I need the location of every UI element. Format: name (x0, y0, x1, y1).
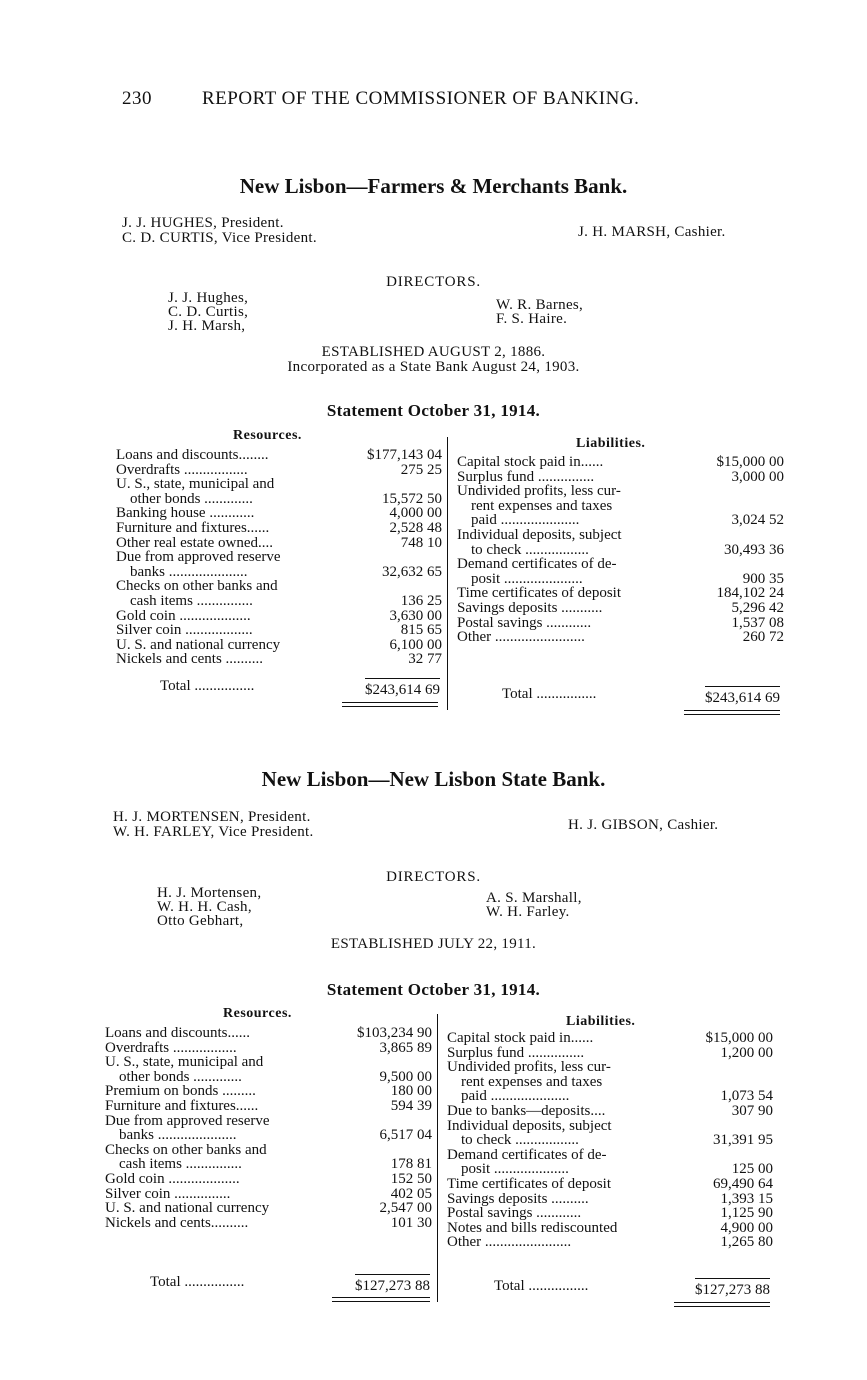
item-amount: 2,528 48 (389, 519, 442, 536)
item-label: Undivided profits, less cur- (447, 1060, 611, 1075)
item-label: other bonds ............. (130, 491, 253, 507)
resources-total-row (160, 678, 440, 699)
item-amount: 402 05 (390, 1185, 432, 1202)
item-label: Other ....................... (447, 1235, 572, 1250)
liability-row (447, 1031, 773, 1046)
item-amount: 275 25 (400, 461, 442, 478)
liability-row (457, 499, 784, 514)
liability-row (447, 1235, 773, 1250)
resource-row (105, 1143, 432, 1158)
liability-row (447, 1060, 773, 1075)
item-amount: 5,296 42 (731, 599, 784, 616)
item-amount: 69,490 64 (713, 1175, 773, 1192)
statement-title: Statement October 31, 1914. (326, 980, 541, 999)
item-label: Demand certificates of de- (447, 1147, 607, 1163)
item-label: Undivided profits, less cur- (457, 484, 621, 499)
item-label: U. S., state, municipal and (105, 1055, 264, 1070)
resource-row (105, 1157, 432, 1172)
item-label: Gold coin ................... (105, 1171, 240, 1187)
item-amount: 594 39 (390, 1097, 432, 1114)
resources-total-row (150, 1274, 430, 1295)
column-divider (437, 1014, 438, 1302)
item-label: Savings deposits ........... (457, 600, 603, 616)
item-amount: 32 77 (408, 651, 442, 668)
item-label: Premium on bonds ......... (105, 1084, 256, 1099)
item-amount: 6,100 00 (389, 636, 442, 653)
item-amount: 136 25 (400, 592, 442, 609)
director: J. H. Marsh, (168, 318, 246, 334)
liabilities-heading: Liabilities. (566, 1014, 636, 1029)
president: J. J. HUGHES, President. (122, 215, 284, 231)
item-label: banks ..................... (130, 564, 248, 580)
item-label: cash items ............... (119, 1157, 242, 1172)
item-amount: $103,234 90 (357, 1025, 432, 1041)
liability-row (447, 1046, 773, 1061)
liabilities-heading: Liabilities. (576, 436, 646, 451)
item-amount: 15,572 50 (382, 490, 442, 507)
item-label: Other ........................ (457, 630, 585, 645)
item-amount: 3,024 52 (731, 512, 784, 529)
item-amount: 152 50 (390, 1170, 432, 1187)
item-label: cash items ............... (130, 593, 253, 609)
liability-row (447, 1133, 773, 1148)
liabilities-list (447, 1031, 773, 1250)
liability-row (447, 1104, 773, 1119)
item-label: U. S., state, municipal and (116, 477, 275, 492)
item-label: Time certificates of deposit (457, 586, 621, 601)
director: W. H. H. Cash, (157, 899, 252, 915)
resource-row (116, 579, 442, 594)
liability-row (457, 470, 784, 485)
cashier: H. J. GIBSON, Cashier. (568, 817, 719, 833)
item-amount: 1,265 80 (720, 1234, 773, 1251)
director: Otto Gebhart, (157, 913, 244, 929)
item-amount: 815 65 (400, 622, 442, 639)
directors-right (486, 891, 582, 919)
item-amount: 3,630 00 (389, 607, 442, 624)
president: H. J. MORTENSEN, President. (113, 809, 311, 825)
liability-row (457, 484, 784, 499)
item-label: Overdrafts ................. (116, 462, 248, 478)
director: W. R. Barnes, (496, 297, 584, 313)
resource-row (116, 565, 442, 580)
item-label: Loans and discounts...... (105, 1026, 250, 1041)
liability-row (457, 528, 784, 543)
liability-row (447, 1221, 773, 1236)
resources-list (116, 448, 442, 667)
liability-row (447, 1162, 773, 1177)
resource-row (105, 1099, 432, 1114)
liability-row (447, 1089, 773, 1104)
item-label: Overdrafts ................. (105, 1040, 237, 1056)
resource-row (116, 506, 442, 521)
liability-row (447, 1177, 773, 1192)
item-label: banks ..................... (119, 1128, 237, 1143)
liability-row (447, 1148, 773, 1163)
item-amount: 1,073 54 (720, 1088, 773, 1105)
liabilities-list (457, 455, 784, 645)
resource-row (105, 1201, 432, 1216)
resource-row (105, 1216, 432, 1231)
item-label: Silver coin ............... (105, 1186, 231, 1202)
item-amount: 3,865 89 (379, 1039, 432, 1056)
liabilities-total-row (494, 1278, 770, 1299)
item-amount: 30,493 36 (724, 541, 784, 558)
item-amount: 4,000 00 (389, 505, 442, 522)
page-number: 230 (122, 88, 152, 109)
item-label: posit .................... (461, 1162, 569, 1177)
liability-row (457, 601, 784, 616)
item-amount: 180 00 (390, 1083, 432, 1100)
item-label: posit ..................... (471, 571, 583, 587)
double-rule (332, 1297, 430, 1302)
directors-heading: DIRECTORS. (386, 869, 481, 885)
item-amount: 31,391 95 (713, 1132, 773, 1149)
running-head (122, 88, 722, 110)
directors-right (496, 298, 583, 326)
total-amount: $243,614 69 (705, 686, 780, 707)
resource-row (105, 1128, 432, 1143)
item-amount: 101 30 (390, 1214, 432, 1231)
double-rule (674, 1302, 770, 1307)
resource-row (105, 1070, 432, 1085)
resources-heading: Resources. (233, 428, 302, 443)
item-label: Other real estate owned.... (116, 535, 274, 551)
established-date: ESTABLISHED AUGUST 2, 1886. (321, 344, 546, 360)
item-amount: 1,125 90 (720, 1205, 773, 1222)
established-date: ESTABLISHED JULY 22, 1911. (330, 936, 537, 952)
resource-row (116, 448, 442, 463)
item-label: paid ..................... (461, 1089, 570, 1104)
item-label: to check ................. (461, 1133, 579, 1148)
total-label: Total ................ (502, 686, 597, 702)
officers-left (113, 810, 314, 840)
resource-row (116, 550, 442, 565)
resource-row (105, 1114, 432, 1129)
resource-row (105, 1026, 432, 1041)
director: W. H. Farley. (486, 904, 570, 920)
resource-row (105, 1084, 432, 1099)
bank-title: New Lisbon—Farmers & Merchants Bank. (239, 174, 628, 198)
resource-row (105, 1041, 432, 1056)
resource-row (116, 492, 442, 507)
liability-row (457, 455, 784, 470)
total-label: Total ................ (494, 1278, 589, 1294)
resource-row (105, 1055, 432, 1070)
liability-row (457, 513, 784, 528)
item-amount: 260 72 (742, 629, 784, 646)
total-label: Total ................ (150, 1274, 245, 1290)
item-amount: 184,102 24 (716, 585, 784, 602)
item-amount: 2,547 00 (379, 1200, 432, 1217)
director: F. S. Haire. (496, 311, 568, 327)
item-label: Nickels and cents.......... (105, 1215, 249, 1231)
resources-heading: Resources. (223, 1006, 292, 1021)
item-amount: 900 35 (742, 570, 784, 587)
liability-row (457, 572, 784, 587)
item-label: other bonds ............. (119, 1069, 242, 1085)
total-amount: $127,273 88 (695, 1278, 770, 1299)
item-label: Furniture and fixtures...... (105, 1098, 259, 1114)
liability-row (447, 1206, 773, 1221)
item-amount: 1,393 15 (720, 1190, 773, 1207)
resource-row (116, 594, 442, 609)
item-label: Silver coin .................. (116, 623, 253, 638)
vice-president: C. D. CURTIS, Vice President. (122, 230, 317, 246)
liabilities-total-row (502, 686, 780, 707)
item-label: paid ..................... (471, 513, 580, 528)
report-title: REPORT OF THE COMMISSIONER OF BANKING. (202, 88, 640, 109)
item-label: Banking house ............ (116, 506, 255, 521)
bank-title: New Lisbon—New Lisbon State Bank. (261, 767, 606, 791)
item-label: Checks on other banks and (116, 579, 278, 594)
item-amount: 1,200 00 (720, 1044, 773, 1061)
item-label: Loans and discounts........ (116, 448, 269, 463)
item-label: Checks on other banks and (105, 1142, 267, 1158)
resource-row (116, 652, 442, 667)
resource-row (116, 477, 442, 492)
liability-row (457, 630, 784, 645)
double-rule (684, 710, 780, 715)
resource-row (116, 463, 442, 478)
total-label: Total ................ (160, 678, 255, 694)
cashier: J. H. MARSH, Cashier. (578, 224, 726, 240)
resource-row (116, 623, 442, 638)
item-label: rent expenses and taxes (461, 1074, 603, 1090)
item-label: U. S. and national currency (105, 1201, 270, 1216)
item-label: Postal savings ............ (447, 1206, 582, 1221)
total-amount: $127,273 88 (355, 1274, 430, 1295)
officers-left (122, 216, 317, 246)
liability-row (457, 616, 784, 631)
item-label: to check ................. (471, 542, 589, 558)
item-label: Furniture and fixtures...... (116, 520, 270, 536)
incorporated-date: Incorporated as a State Bank August 24, 1903. (287, 359, 580, 375)
item-label: Nickels and cents .......... (116, 652, 264, 667)
item-label: Demand certificates of de- (457, 557, 617, 572)
item-label: Postal savings ............ (457, 615, 592, 631)
liability-row (457, 557, 784, 572)
liability-row (447, 1119, 773, 1134)
resources-list (105, 1026, 432, 1230)
item-label: Individual deposits, subject (447, 1118, 612, 1134)
resource-row (116, 609, 442, 624)
resource-row (116, 521, 442, 536)
item-amount: $177,143 04 (367, 447, 442, 463)
liability-row (457, 543, 784, 558)
director: J. J. Hughes, (168, 290, 249, 306)
item-label: Due to banks—deposits.... (447, 1103, 606, 1119)
directors-left (157, 886, 261, 928)
item-amount: 9,500 00 (379, 1068, 432, 1085)
statement-title: Statement October 31, 1914. (326, 401, 541, 420)
item-label: Surplus fund ............... (447, 1045, 585, 1061)
item-label: Individual deposits, subject (457, 527, 622, 543)
directors-heading: DIRECTORS. (386, 274, 481, 290)
item-label: rent expenses and taxes (471, 498, 613, 514)
item-amount: 6,517 04 (379, 1127, 432, 1144)
item-amount: $15,000 00 (716, 454, 784, 470)
resource-row (116, 638, 442, 653)
item-label: Surplus fund ............... (457, 469, 595, 485)
established-info (0, 345, 867, 375)
directors-left (168, 291, 248, 333)
item-label: Savings deposits .......... (447, 1191, 589, 1207)
director: A. S. Marshall, (486, 890, 582, 906)
item-label: Capital stock paid in...... (457, 455, 604, 470)
item-amount: 32,632 65 (382, 563, 442, 580)
total-amount: $243,614 69 (365, 678, 440, 699)
item-label: Notes and bills rediscounted (447, 1220, 618, 1236)
item-label: Gold coin ................... (116, 608, 251, 624)
item-amount: 1,537 08 (731, 614, 784, 631)
item-label: Time certificates of deposit (447, 1176, 611, 1192)
liability-row (457, 586, 784, 601)
item-label: Due from approved reserve (116, 550, 281, 565)
item-amount: 748 10 (400, 534, 442, 551)
resource-row (105, 1187, 432, 1202)
vice-president: W. H. FARLEY, Vice President. (113, 824, 314, 840)
director: H. J. Mortensen, (157, 885, 262, 901)
item-label: U. S. and national currency (116, 637, 281, 653)
item-amount: 178 81 (390, 1156, 432, 1173)
item-amount: 3,000 00 (731, 468, 784, 485)
director: C. D. Curtis, (168, 304, 249, 320)
resource-row (116, 536, 442, 551)
double-rule (342, 702, 438, 707)
liability-row (447, 1192, 773, 1207)
item-amount: $15,000 00 (705, 1030, 773, 1046)
item-label: Due from approved reserve (105, 1113, 270, 1129)
liability-row (447, 1075, 773, 1090)
column-divider (447, 437, 448, 710)
item-amount: 307 90 (731, 1102, 773, 1119)
item-amount: 4,900 00 (720, 1219, 773, 1236)
item-amount: 125 00 (731, 1161, 773, 1178)
item-label: Capital stock paid in...... (447, 1031, 594, 1046)
resource-row (105, 1172, 432, 1187)
